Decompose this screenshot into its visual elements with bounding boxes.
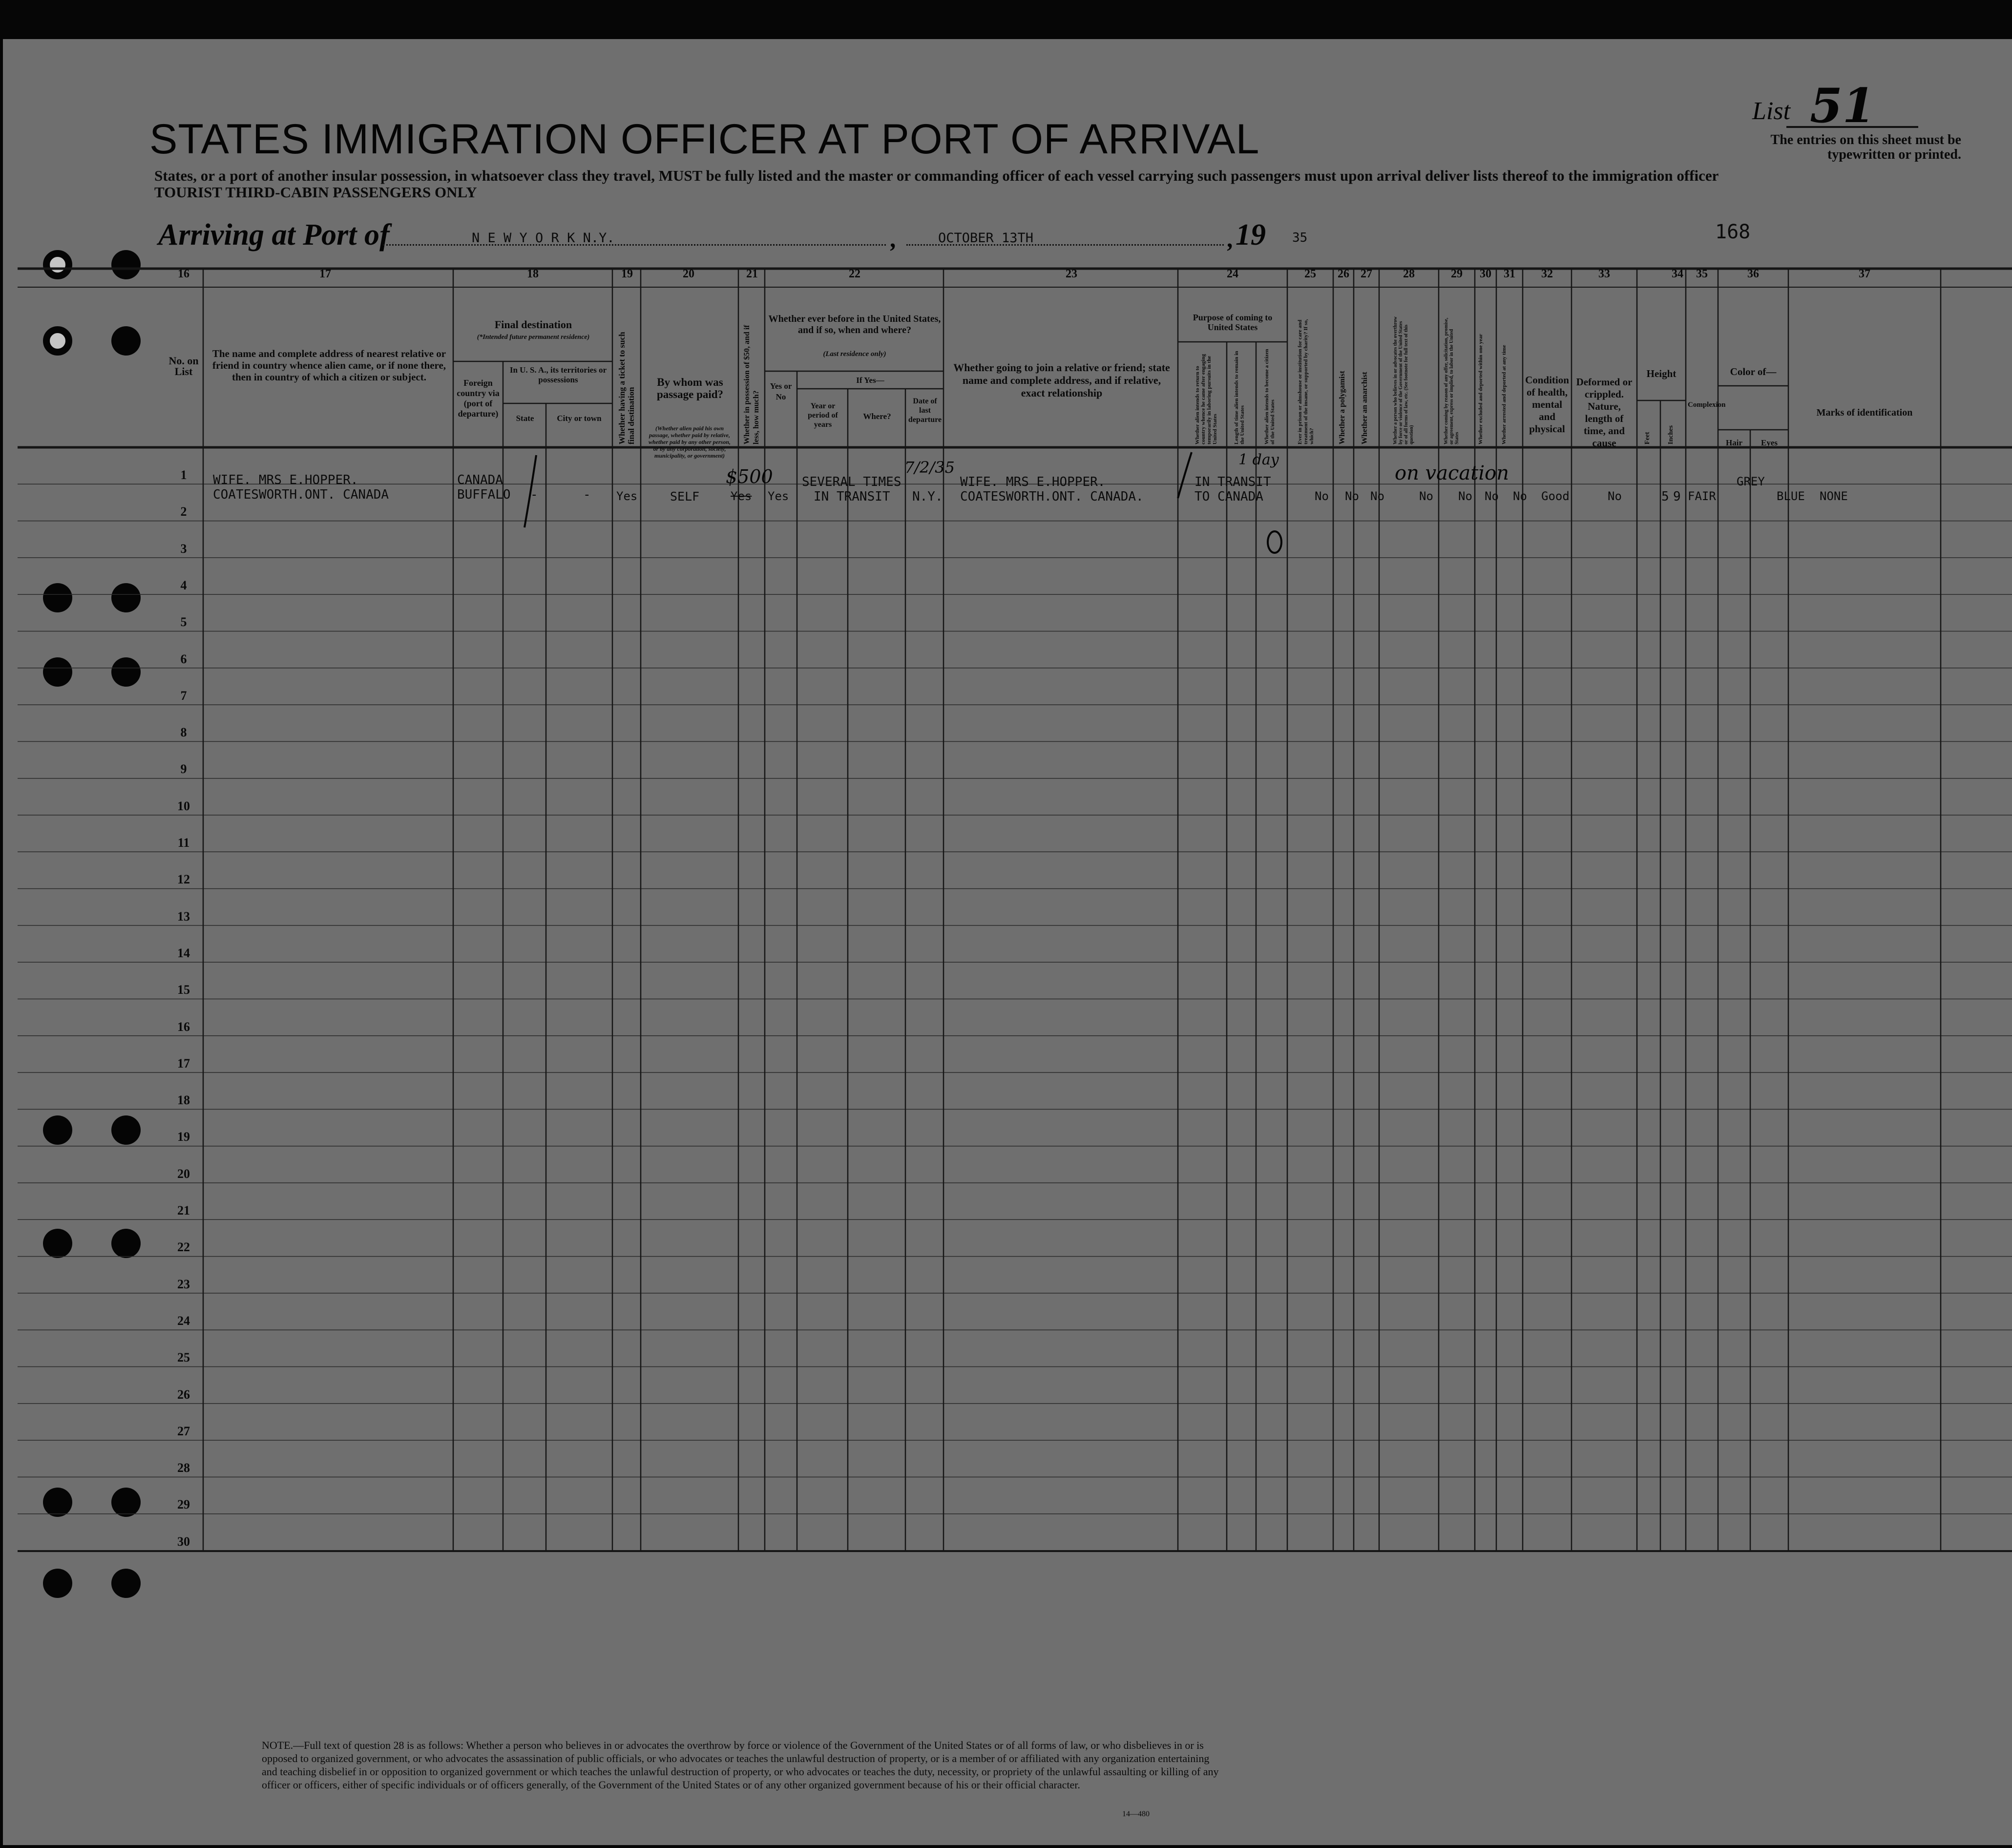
header-deformed: Deformed or crippled. Nature, length of time, and cause [1576,376,1633,449]
footnote-question-28: NOTE.—Full text of question 28 is as follows: Whether a person who believes in or advocates the overthrow by force or violence of the Government of the United States or of all forms of law, or who disbelieves in or is opposed to organized government, or who advocates the assassination of public officials, or who advocates or teaches the unlawful destruction of property, or is a member of or affiliated with any organization entertaining and teaching disbelief in or opposition to organized government or which teaches the unlawful destruction of property, or who advocates or teaches the duty, necessity, or propriety of the unlawful assaulting or killing of any officer or officers, either of specific individuals or of officers generally, of the Government of the United States or of any other organized government because of his or their official character. [262,1739,1219,1791]
length-of-stay-handwritten: 1 day [1238,451,1279,468]
header-feet: Feet [1644,432,1651,444]
row-number: 4 [180,578,187,592]
row-number: 22 [177,1240,190,1255]
city-value: - [583,487,591,502]
column-number: 34 [1672,268,1683,280]
row-number: 11 [177,836,190,850]
header-height: Height [1646,368,1677,379]
header-purpose-length: Length of time alien intends to remain in the United States [1234,351,1245,444]
header-overthrow: Whether a person who believes in or advocates the overthrow by force or violence of the Government of the United States or of all forms of law, etc. (See footnote for full text of this question) [1393,316,1414,444]
money-handwritten: $500 [726,466,773,487]
date-value: OCTOBER 13TH [938,231,1034,246]
ticket-value: Yes [616,489,638,503]
header-hair: Hair [1726,438,1742,447]
header-passage-paid: By whom was passage paid? [656,376,724,400]
header-excluded: Whether excluded and deported within one year [1478,334,1484,444]
header-ticket: Whether having a ticket to such final destination [617,332,636,444]
header-inches: Inches [1667,425,1675,444]
excluded-value: No [1485,489,1499,503]
relative-name: WIFE. MRS E.HOPPER. [213,473,358,487]
header-color-of: Color of— [1730,366,1777,378]
row-number: 15 [177,983,190,997]
header-passage-paid-sub: (Whether alien paid his own passage, whether paid by relative, whether paid by any other person, or by any corporation, society, municipality, or government) [648,425,731,459]
purpose-value-2: TO CANADA [1195,489,1263,504]
header-prison: Ever in prison or almshouse or institution for care and treatment of the insane, or supported by charity? If so, which? [1297,319,1315,444]
row-number: 17 [177,1056,190,1071]
column-number: 30 [1480,268,1491,280]
header-polygamist: Whether a polygamist [1338,371,1346,444]
money-struck-value: Yes [731,489,752,503]
header-where: Where? [863,412,891,421]
join-address: COATESWORTH.ONT. CANADA. [960,489,1144,504]
manifest-sheet [3,39,2012,1845]
purpose-tick-mark [1178,452,1192,498]
header-final-destination: Final destination [494,318,572,331]
health-value: Good [1541,489,1570,503]
row-number: 16 [177,1019,190,1034]
comma-separator: , [1228,225,1234,252]
header-deported: Whether arrested and deported at any time [1501,345,1507,444]
labor-offer-value: No [1458,489,1472,503]
column-number: 36 [1747,268,1759,280]
passenger-class-line: TOURIST THIRD-CABIN PASSENGERS ONLY [154,184,477,201]
header-state: State [516,414,534,423]
period-value-2: IN TRANSIT [814,489,890,504]
header-purpose-return: Whether alien intends to return to country whence he came after engaging temporarily in laboring pursuits in the United States [1195,354,1218,444]
header-foreign-country: Foreign country via (port of departure) [457,378,500,419]
page-title: STATES IMMIGRATION OFFICER AT PORT OF ARRIVAL [149,116,1260,163]
row-number: 9 [180,762,187,777]
header-date-last-departure: Date of last departure [908,397,942,424]
row-number: 1 [180,468,187,482]
list-label: List [1752,97,1791,125]
row-number: 19 [177,1130,190,1144]
header-year-period: Year or period of years [808,402,838,429]
row-number: 21 [177,1203,190,1218]
column-number: 18 [527,268,539,280]
row-number: 10 [177,798,190,813]
height-inches-value: 9 [1673,489,1681,504]
row-number: 23 [177,1277,190,1291]
header-health: Condition of health, mental and physical [1525,374,1569,435]
port-value: N E W Y O R K N.Y. [472,231,615,246]
header-yes-no: Yes or No [770,381,792,401]
column-number: 29 [1451,268,1463,280]
port-of-departure-value: BUFFALO [457,487,511,502]
header-eyes: Eyes [1761,438,1778,447]
column-number: 17 [319,268,331,280]
header-ever-before: Whether ever before in the United States, and if so, when and where? [768,314,941,336]
header-fifty-dollars: Whether in possession of $50, and if less, how much? [743,325,760,444]
typewritten-instruction: The entries on this sheet must be typewritten or printed. [1770,132,1961,162]
sheet-number: 168 [1715,221,1751,243]
row-number: 8 [180,725,187,740]
height-feet-value: 5 [1661,489,1669,504]
header-identification-marks: Marks of identification [1816,407,1913,418]
column-number: 22 [849,268,860,280]
row-number: 25 [177,1350,190,1365]
eye-color-value: BLUE [1777,489,1805,503]
state-value: - [530,487,538,502]
prison-value: No [1315,489,1329,503]
circled-mark [1268,531,1281,553]
header-in-usa: In U. S. A., its territories or possessions [509,365,607,384]
foreign-country-value: CANADA [457,473,503,487]
row-number: 26 [177,1387,190,1402]
overthrow-value: No [1419,489,1433,503]
where-value: N.Y. [912,489,943,504]
header-purpose-citizen: Whether alien intends to become a citizen of the United States [1264,349,1276,444]
year-value: 35 [1292,231,1308,245]
header-anarchist: Whether an anarchist [1361,372,1369,444]
row-number: 7 [180,688,187,703]
identification-marks-value: NONE [1820,489,1848,503]
arriving-label: Arriving at Port of [158,218,390,252]
column-number: 32 [1541,268,1553,280]
column-number: 23 [1066,268,1077,280]
form-number: 14—480 [1122,1810,1150,1818]
comma-separator: , [891,225,897,252]
row-number: 5 [180,615,187,630]
column-number: 27 [1361,268,1372,280]
purpose-value: IN TRANSIT [1195,475,1271,489]
column-number: 28 [1403,268,1415,280]
row-number: 29 [177,1497,190,1512]
row-number: 27 [177,1424,190,1438]
column-number: 26 [1338,268,1349,280]
join-name: WIFE. MRS E.HOPPER. [960,475,1106,489]
row-number: 28 [177,1461,190,1475]
column-number: 21 [746,268,758,280]
year-prefix: 19 [1236,218,1266,252]
column-number: 33 [1598,268,1610,280]
row-number: 3 [180,541,187,556]
column-number: 20 [683,268,694,280]
header-complexion: Complexion [1688,401,1726,409]
row-number: 12 [177,872,190,887]
header-no-on-list: No. on List [168,355,199,378]
intro-text: States, or a port of another insular possession, in whatsoever class they travel, MUST be fully listed and the master or commanding officer of each vessel carrying such passengers must upon arrival deliver lists thereof to the immigration officer [154,167,1719,184]
row-number: 13 [177,909,190,924]
relative-address: COATESWORTH.ONT. CANADA [213,487,389,502]
paid-by-value: SELF [670,489,700,504]
anarchist-value: No [1370,489,1384,503]
header-purpose: Purpose of coming to United States [1193,313,1273,332]
state-tick-mark [524,455,536,527]
period-value: SEVERAL TIMES [802,475,901,489]
column-number: 37 [1859,268,1870,280]
column-number: 24 [1227,268,1238,280]
column-number: 16 [178,268,189,280]
header-if-yes: If Yes— [856,376,884,385]
header-final-destination-sub: (*Intended future permanent residence) [477,334,590,341]
row-number: 2 [180,504,187,519]
column-number: 35 [1696,268,1708,280]
deported-value: No [1513,489,1527,503]
header-relative-address: The name and complete address of nearest relative or friend in country whence alien came, or if none there, then in country of which a citizen or subject. [212,348,446,383]
hair-color-value: GREY [1737,475,1765,488]
row-number: 18 [177,1093,190,1108]
list-number: 51 [1810,78,1875,133]
row-number: 6 [180,651,187,666]
header-ever-before-sub: (Last residence only) [823,350,886,358]
row-number: 30 [177,1534,190,1549]
header-labor-offer: Whether coming by reason of any offer, solicitation, promise, or agreement, express or implied, to labor in the United States [1444,317,1460,444]
column-number: 25 [1304,268,1316,280]
handwritten-tick-marks [3,39,2012,1845]
column-number: 31 [1504,268,1515,280]
row-number: 20 [177,1166,190,1181]
vacation-handwritten: on vacation [1395,462,1509,484]
polygamist-value: No [1345,489,1359,503]
last-departure-handwritten: 7/2/35 [904,458,955,477]
column-number: 19 [621,268,633,280]
complexion-value: FAIR [1688,489,1716,503]
row-number: 14 [177,945,190,960]
header-city: City or town [557,414,602,423]
deformed-value: No [1608,489,1622,503]
before-yes-no-value: Yes [768,489,789,503]
header-join-relative: Whether going to join a relative or friend; state name and complete address, and if relative, exact relationship [953,361,1170,399]
row-number: 24 [177,1313,190,1328]
